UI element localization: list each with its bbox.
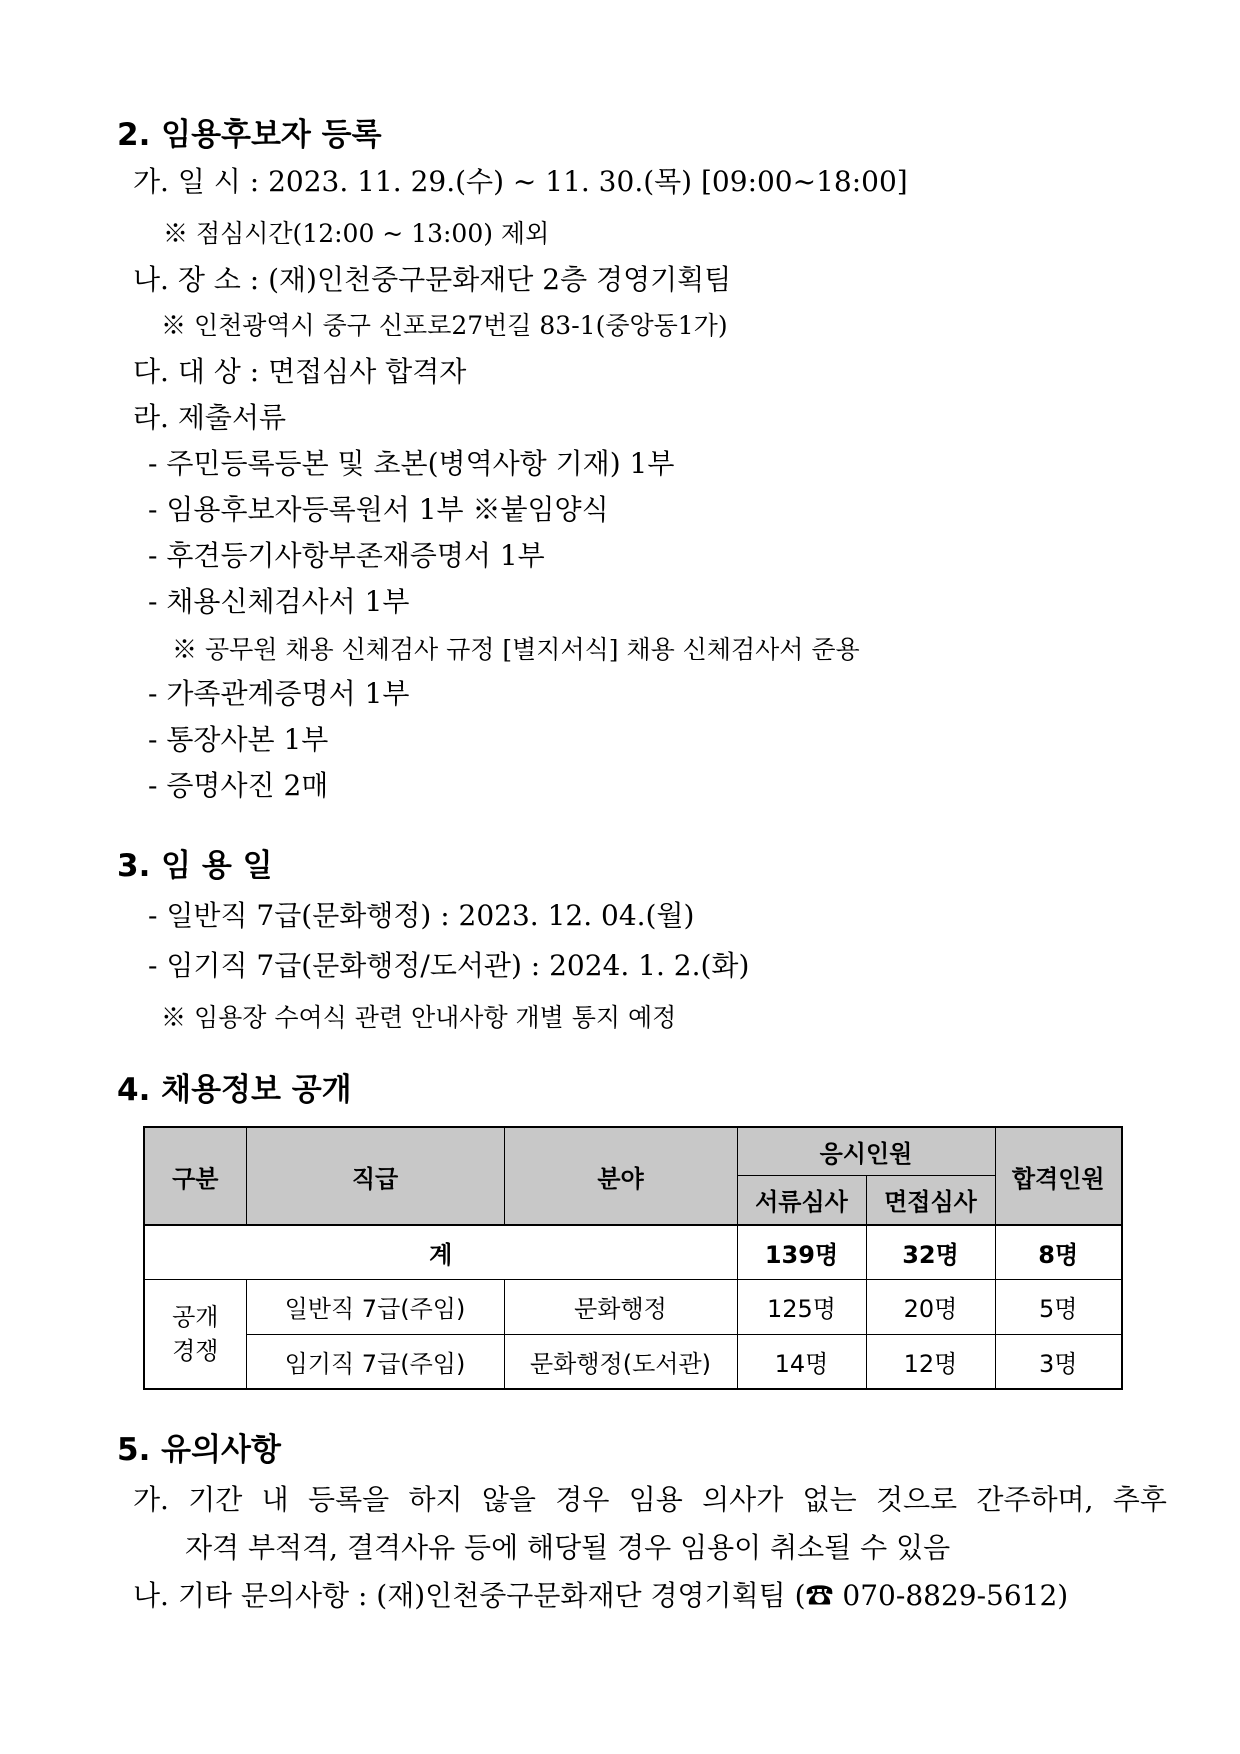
document-item: - 가족관계증명서 1부: [148, 677, 410, 710]
header-passed: 합격인원: [995, 1127, 1122, 1225]
row-field: 문화행정(도서관): [504, 1334, 737, 1389]
total-label: 계: [144, 1225, 737, 1279]
notice-word: 등록을: [308, 1483, 390, 1516]
row-field: 문화행정: [504, 1279, 737, 1334]
document-item: - 통장사본 1부: [148, 723, 329, 756]
notice-word: 추후: [1112, 1483, 1167, 1516]
group-category: [144, 1279, 246, 1389]
row-passed: 5명: [995, 1279, 1122, 1334]
schedule-line: 가. 일 시 : 2023. 11. 29.(수) ~ 11. 30.(목) [09:00~18:00]: [133, 165, 908, 198]
table-row: [144, 1334, 1122, 1389]
notice-a-line: [133, 1482, 1167, 1518]
total-interview: 32명: [866, 1225, 995, 1279]
table-row: [144, 1279, 1122, 1334]
document-item: - 임용후보자등록원서 1부 ※붙임양식: [148, 493, 609, 526]
notice-word: 않을: [481, 1483, 536, 1516]
address-note: ※ 인천광역시 중구 신포로27번길 83-1(중앙동1가): [161, 311, 728, 340]
total-document-review: 139명: [737, 1225, 866, 1279]
notice-word: 의사가: [702, 1483, 784, 1516]
header-applicants: 응시인원: [737, 1127, 995, 1175]
notice-word: 간주하며,: [976, 1483, 1094, 1516]
row-grade: 임기직 7급(주임): [246, 1334, 504, 1389]
notice-word: 가.: [133, 1483, 169, 1516]
notice-a-continuation: 자격 부적격, 결격사유 등에 해당될 경우 임용이 취소될 수 있음: [185, 1531, 951, 1564]
row-interview: 12명: [866, 1334, 995, 1389]
header-category: 구분: [144, 1127, 246, 1225]
document-item: - 후견등기사항부존재증명서 1부: [148, 539, 545, 572]
row-document-review: 125명: [737, 1279, 866, 1334]
section-5-title: 5. 유의사항: [117, 1432, 281, 1468]
notice-word: 내: [261, 1483, 289, 1516]
group-category-line: 경쟁: [172, 1336, 219, 1365]
documents-heading: 라. 제출서류: [133, 401, 287, 434]
section-2-title: 2. 임용후보자 등록: [117, 117, 382, 153]
appointment-item: - 임기직 7급(문화행정/도서관) : 2024. 1. 2.(화): [148, 949, 750, 982]
document-note: ※ 공무원 채용 신체검사 규정 [별지서식] 채용 신체검사서 준용: [172, 635, 860, 664]
document-item: - 주민등록등본 및 초본(병역사항 기재) 1부: [148, 447, 675, 480]
row-interview: 20명: [866, 1279, 995, 1334]
appointment-note: ※ 임용장 수여식 관련 안내사항 개별 통지 예정: [161, 1003, 677, 1032]
section-3-title: 3. 임 용 일: [117, 848, 273, 884]
notice-word: 것으로: [875, 1483, 958, 1516]
document-item: - 채용신체검사서 1부: [148, 585, 410, 618]
notice-word: 임용: [628, 1483, 683, 1516]
contact-line: 나. 기타 문의사항 : (재)인천중구문화재단 경영기획팀 (☎ 070-8829-5612): [133, 1579, 1069, 1612]
header-interview: 면접심사: [866, 1175, 995, 1225]
header-document-review: 서류심사: [737, 1175, 866, 1225]
row-grade: 일반직 7급(주임): [246, 1279, 504, 1334]
total-passed: 8명: [995, 1225, 1122, 1279]
notice-word: 하지: [408, 1483, 463, 1516]
group-category-line: 공개: [172, 1302, 219, 1331]
row-document-review: 14명: [737, 1334, 866, 1389]
document-item: - 증명사진 2매: [148, 769, 329, 802]
notice-word: 없는: [802, 1483, 857, 1516]
target-line: 다. 대 상 : 면접심사 합격자: [133, 355, 467, 388]
notice-word: 기간: [188, 1483, 243, 1516]
header-grade: 직급: [246, 1127, 504, 1225]
location-line: 나. 장 소 : (재)인천중구문화재단 2층 경영기획팀: [133, 263, 732, 296]
appointment-item: - 일반직 7급(문화행정) : 2023. 12. 04.(월): [148, 899, 695, 932]
table-total-row: [144, 1225, 1122, 1279]
section-4-title: 4. 채용정보 공개: [117, 1072, 352, 1108]
recruitment-table: [143, 1126, 1123, 1390]
lunch-note: ※ 점심시간(12:00 ~ 13:00) 제외: [163, 219, 550, 248]
header-field: 분야: [504, 1127, 737, 1225]
row-passed: 3명: [995, 1334, 1122, 1389]
notice-word: 경우: [555, 1483, 610, 1516]
